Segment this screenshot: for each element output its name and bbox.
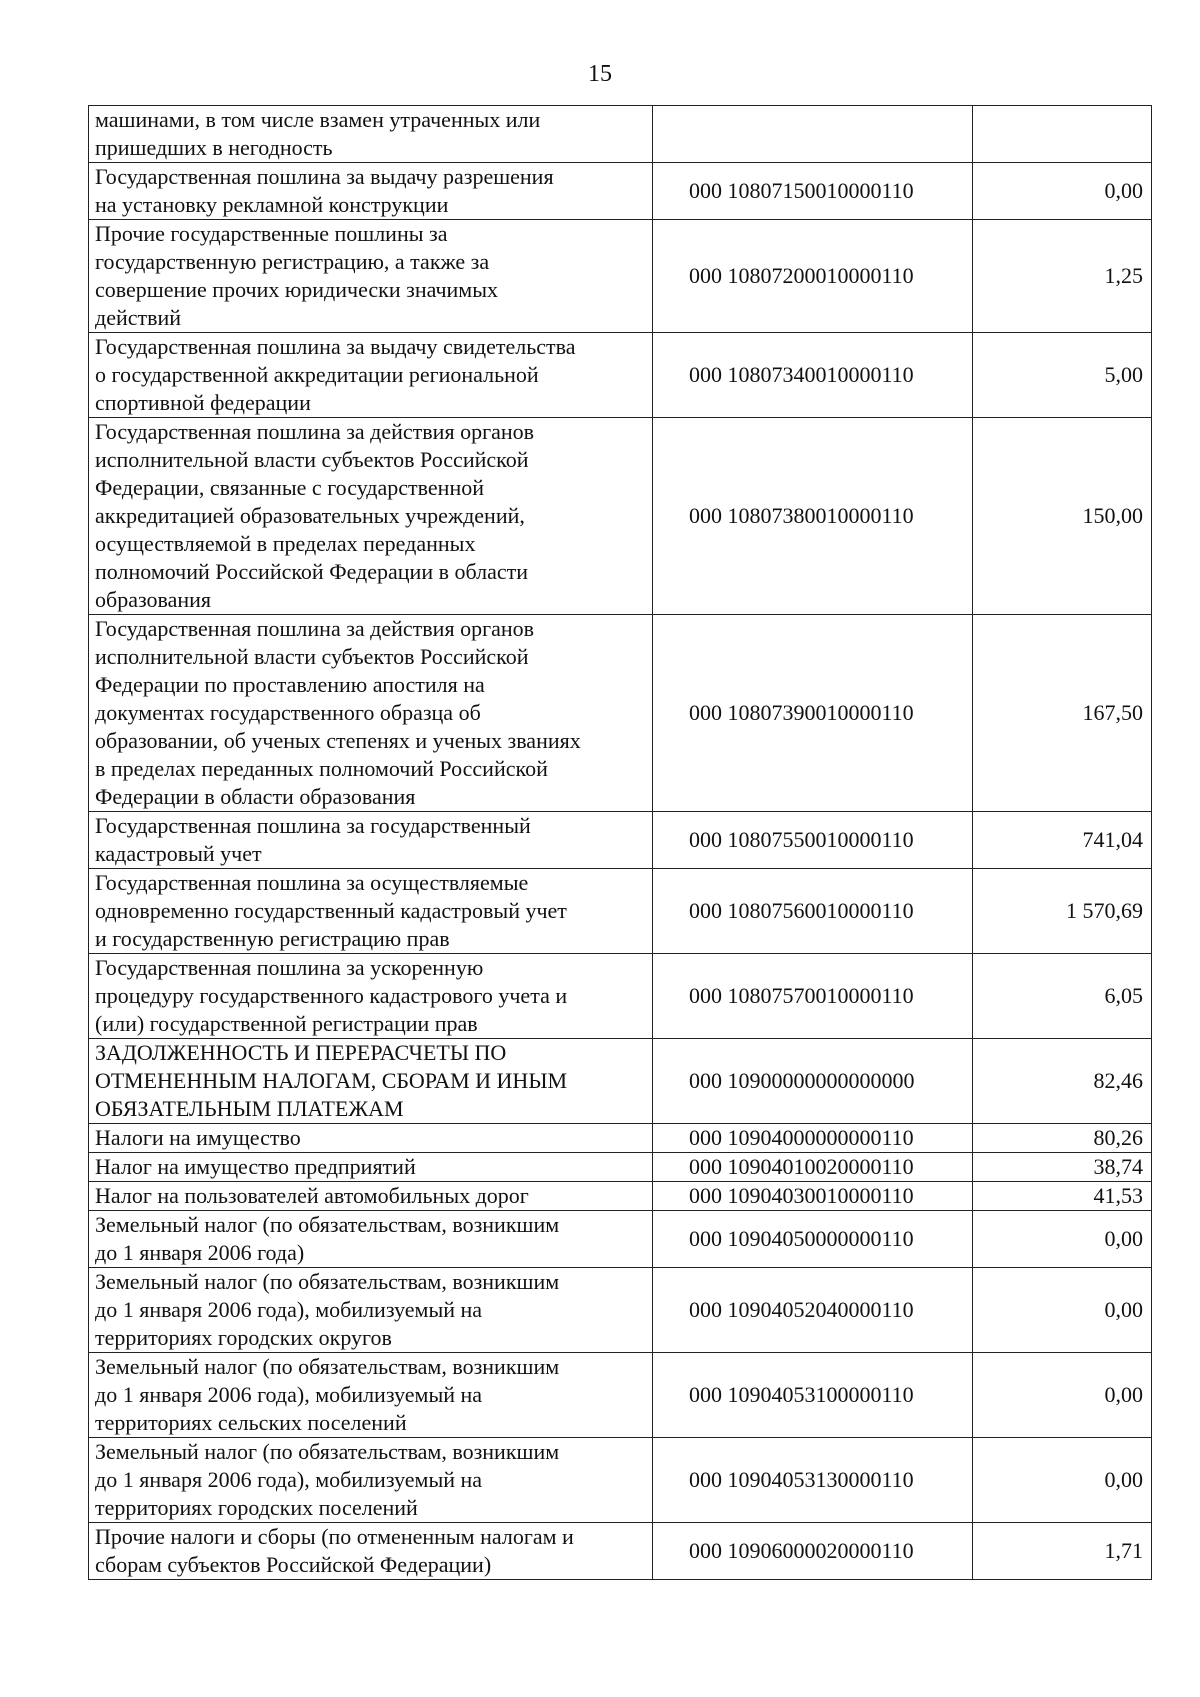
row-name: Налоги на имущество — [89, 1124, 653, 1153]
row-name: Государственная пошлина за выдачу разрешения на установку рекламной конструкции — [89, 163, 653, 220]
row-name: Государственная пошлина за выдачу свидетельства о государственной аккредитации региональной спортивной федерации — [89, 333, 653, 418]
row-code — [653, 106, 973, 163]
table-row — [89, 106, 1152, 163]
row-amount: 0,00 — [973, 1211, 1152, 1268]
table-row — [89, 1268, 1152, 1353]
table-row — [89, 954, 1152, 1039]
row-amount: 0,00 — [973, 1268, 1152, 1353]
table-row — [89, 812, 1152, 869]
row-amount: 0,00 — [973, 1438, 1152, 1523]
row-code: 000 10807550010000110 — [653, 812, 973, 869]
table-row — [89, 1153, 1152, 1182]
row-code: 000 10904030010000110 — [653, 1182, 973, 1211]
row-amount: 167,50 — [973, 615, 1152, 812]
row-name: Налог на имущество предприятий — [89, 1153, 653, 1182]
row-name: Земельный налог (по обязательствам, возникшим до 1 января 2006 года), мобилизуемый на территориях сельских поселений — [89, 1353, 653, 1438]
row-code: 000 10904053100000110 — [653, 1353, 973, 1438]
row-name: Государственная пошлина за действия органов исполнительной власти субъектов Российской Федерации по проставлению апостиля на документах государственного образца об образовании, об ученых степенях и ученых званиях в пределах переданных полномочий Российской Федерации в области образования — [89, 615, 653, 812]
row-code: 000 10904010020000110 — [653, 1153, 973, 1182]
row-amount: 6,05 — [973, 954, 1152, 1039]
row-code: 000 10807570010000110 — [653, 954, 973, 1039]
table-row — [89, 1353, 1152, 1438]
row-name: машинами, в том числе взамен утраченных или пришедших в негодность — [89, 106, 653, 163]
table-row — [89, 869, 1152, 954]
row-amount: 0,00 — [973, 163, 1152, 220]
table-row — [89, 1438, 1152, 1523]
row-code: 000 10904000000000110 — [653, 1124, 973, 1153]
row-amount — [973, 106, 1152, 163]
row-name: Государственная пошлина за осуществляемые одновременно государственный кадастровый учет и государственную регистрацию прав — [89, 869, 653, 954]
row-name: Земельный налог (по обязательствам, возникшим до 1 января 2006 года), мобилизуемый на территориях городских округов — [89, 1268, 653, 1353]
row-amount: 1 570,69 — [973, 869, 1152, 954]
row-amount: 1,71 — [973, 1523, 1152, 1580]
row-name: Земельный налог (по обязательствам, возникшим до 1 января 2006 года) — [89, 1211, 653, 1268]
row-code: 000 10807200010000110 — [653, 220, 973, 333]
table-row — [89, 1039, 1152, 1124]
row-code: 000 10807340010000110 — [653, 333, 973, 418]
row-name: ЗАДОЛЖЕННОСТЬ И ПЕРЕРАСЧЕТЫ ПО ОТМЕНЕННЫМ НАЛОГАМ, СБОРАМ И ИНЫМ ОБЯЗАТЕЛЬНЫМ ПЛАТЕЖАМ — [89, 1039, 653, 1124]
row-name: Государственная пошлина за действия органов исполнительной власти субъектов Российской Федерации, связанные с государственной аккредитацией образовательных учреждений, осуществляемой в пределах переданных полномочий Российской Федерации в области образования — [89, 418, 653, 615]
row-code: 000 10904050000000110 — [653, 1211, 973, 1268]
row-amount: 5,00 — [973, 333, 1152, 418]
table-row — [89, 163, 1152, 220]
revenue-table — [88, 105, 1152, 1580]
row-amount: 0,00 — [973, 1353, 1152, 1438]
table-row — [89, 418, 1152, 615]
row-amount: 741,04 — [973, 812, 1152, 869]
row-amount: 80,26 — [973, 1124, 1152, 1153]
row-amount: 38,74 — [973, 1153, 1152, 1182]
row-name: Государственная пошлина за государственный кадастровый учет — [89, 812, 653, 869]
table-row — [89, 333, 1152, 418]
row-name: Прочие налоги и сборы (по отмененным налогам и сборам субъектов Российской Федерации) — [89, 1523, 653, 1580]
table-row — [89, 1182, 1152, 1211]
row-code: 000 10807150010000110 — [653, 163, 973, 220]
row-amount: 1,25 — [973, 220, 1152, 333]
table-row — [89, 1211, 1152, 1268]
table-row — [89, 1523, 1152, 1580]
table-row — [89, 220, 1152, 333]
row-code: 000 10904053130000110 — [653, 1438, 973, 1523]
row-code: 000 10807390010000110 — [653, 615, 973, 812]
row-name: Земельный налог (по обязательствам, возникшим до 1 января 2006 года), мобилизуемый на территориях городских поселений — [89, 1438, 653, 1523]
row-name: Прочие государственные пошлины за государственную регистрацию, а также за совершение прочих юридически значимых действий — [89, 220, 653, 333]
row-code: 000 10904052040000110 — [653, 1268, 973, 1353]
table-row — [89, 1124, 1152, 1153]
row-name: Государственная пошлина за ускоренную процедуру государственного кадастрового учета и (или) государственной регистрации прав — [89, 954, 653, 1039]
row-amount: 82,46 — [973, 1039, 1152, 1124]
row-amount: 150,00 — [973, 418, 1152, 615]
row-code: 000 10807560010000110 — [653, 869, 973, 954]
row-amount: 41,53 — [973, 1182, 1152, 1211]
row-code: 000 10807380010000110 — [653, 418, 973, 615]
page-number: 15 — [588, 61, 612, 87]
row-code: 000 10900000000000000 — [653, 1039, 973, 1124]
row-code: 000 10906000020000110 — [653, 1523, 973, 1580]
table-row — [89, 615, 1152, 812]
row-name: Налог на пользователей автомобильных дорог — [89, 1182, 653, 1211]
